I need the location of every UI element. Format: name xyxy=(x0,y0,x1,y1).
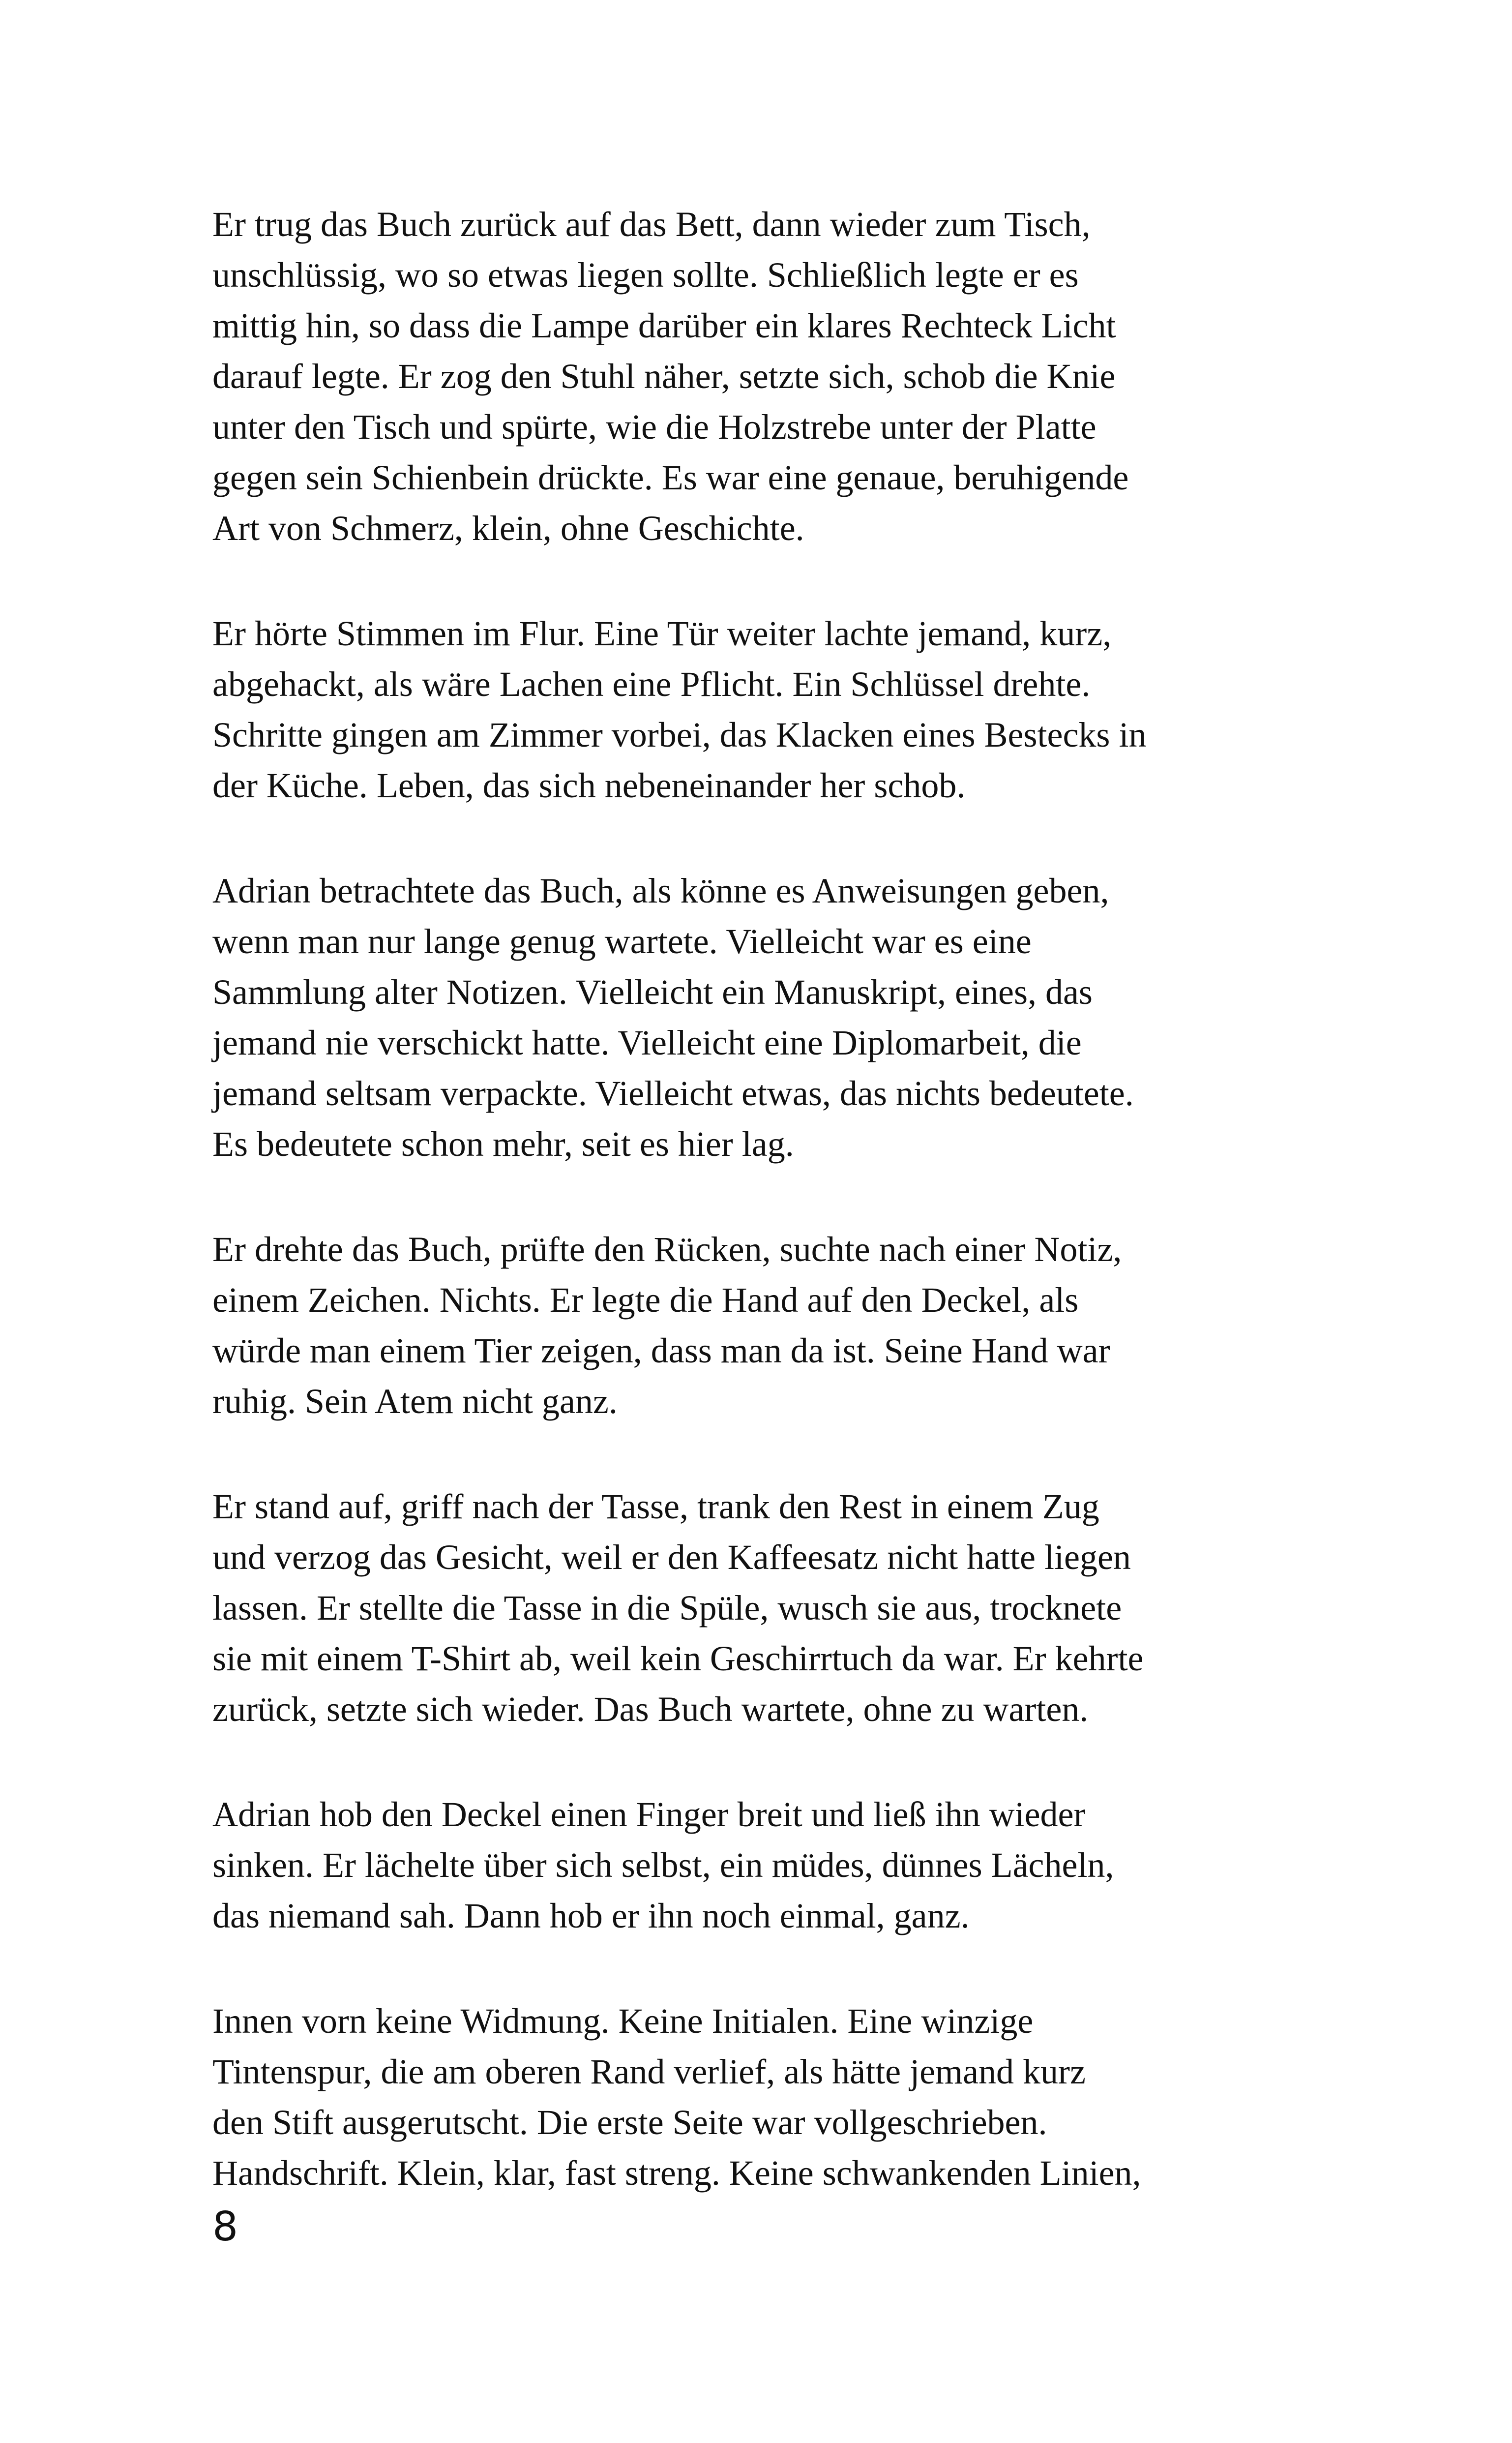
text-line: den Stift ausgerutscht. Die erste Seite war vollgeschrieben. xyxy=(212,2103,1047,2142)
paragraph-7 xyxy=(212,1996,1343,2199)
text-line: Art von Schmerz, klein, ohne Geschichte. xyxy=(212,509,804,548)
text-line: darauf legte. Er zog den Stuhl näher, setzte sich, schob die Knie xyxy=(212,357,1116,396)
text-line: lassen. Er stellte die Tasse in die Spüle, wusch sie aus, trocknete xyxy=(212,1588,1122,1628)
text-line: Innen vorn keine Widmung. Keine Initialen. Eine winzige xyxy=(212,2001,1034,2041)
text-line: unter den Tisch und spürte, wie die Holzstrebe unter der Platte xyxy=(212,407,1097,447)
text-line: Adrian betrachtete das Buch, als könne es Anweisungen geben, xyxy=(212,871,1109,910)
text-line: Er trug das Buch zurück auf das Bett, dann wieder zum Tisch, xyxy=(212,205,1091,244)
text-line: sinken. Er lächelte über sich selbst, ein müdes, dünnes Lächeln, xyxy=(212,1845,1114,1885)
paragraph-4 xyxy=(212,1224,1343,1427)
text-line: Schritte gingen am Zimmer vorbei, das Klacken eines Bestecks in xyxy=(212,715,1147,754)
text-line: Adrian hob den Deckel einen Finger breit und ließ ihn wieder xyxy=(212,1795,1086,1834)
text-line: Er stand auf, griff nach der Tasse, trank den Rest in einem Zug xyxy=(212,1487,1099,1526)
text-line: unschlüssig, wo so etwas liegen sollte. Schließlich legte er es xyxy=(212,255,1079,295)
text-line: Tintenspur, die am oberen Rand verlief, als hätte jemand kurz xyxy=(212,2052,1086,2091)
text-line: jemand nie verschickt hatte. Vielleicht eine Diplomarbeit, die xyxy=(212,1023,1082,1062)
paragraph-5 xyxy=(212,1481,1343,1735)
body-text xyxy=(212,199,1343,2199)
text-line: Er hörte Stimmen im Flur. Eine Tür weiter lachte jemand, kurz, xyxy=(212,614,1112,653)
text-line: Er drehte das Buch, prüfte den Rücken, suchte nach einer Notiz, xyxy=(212,1230,1122,1269)
text-line: gegen sein Schienbein drückte. Es war eine genaue, beruhigende xyxy=(212,458,1129,497)
text-line: abgehackt, als wäre Lachen eine Pflicht. Ein Schlüssel drehte. xyxy=(212,664,1091,704)
text-line: jemand seltsam verpackte. Vielleicht etwas, das nichts bedeutete. xyxy=(212,1074,1134,1113)
text-line: einem Zeichen. Nichts. Er legte die Hand auf den Deckel, als xyxy=(212,1280,1079,1320)
text-line: wenn man nur lange genug wartete. Vielleicht war es eine xyxy=(212,922,1032,961)
text-line: Handschrift. Klein, klar, fast streng. Keine schwankenden Linien, xyxy=(212,2153,1141,2193)
text-line: mittig hin, so dass die Lampe darüber ein klares Rechteck Licht xyxy=(212,306,1116,345)
text-line: würde man einem Tier zeigen, dass man da ist. Seine Hand war xyxy=(212,1331,1110,1370)
paragraph-2 xyxy=(212,608,1343,811)
text-line: das niemand sah. Dann hob er ihn noch einmal, ganz. xyxy=(212,1896,970,1935)
paragraph-3 xyxy=(212,866,1343,1170)
text-line: Sammlung alter Notizen. Vielleicht ein Manuskript, eines, das xyxy=(212,972,1093,1012)
text-line: ruhig. Sein Atem nicht ganz. xyxy=(212,1382,618,1421)
text-line: zurück, setzte sich wieder. Das Buch wartete, ohne zu warten. xyxy=(212,1689,1089,1729)
text-line: sie mit einem T-Shirt ab, weil kein Geschirrtuch da war. Er kehrte xyxy=(212,1639,1144,1678)
paragraph-6 xyxy=(212,1789,1343,1941)
text-line: Es bedeutete schon mehr, seit es hier lag. xyxy=(212,1124,794,1164)
text-line: und verzog das Gesicht, weil er den Kaffeesatz nicht hatte liegen xyxy=(212,1538,1131,1577)
text-line: der Küche. Leben, das sich nebeneinander her schob. xyxy=(212,766,966,805)
page-number: 8 xyxy=(212,2203,238,2250)
paragraph-1 xyxy=(212,199,1343,554)
